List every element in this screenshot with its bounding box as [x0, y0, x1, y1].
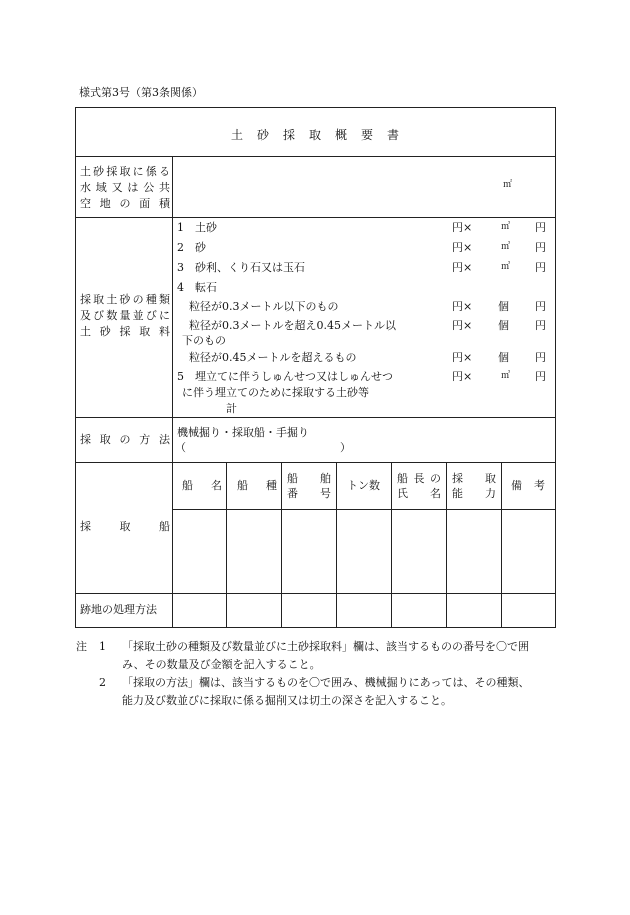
type-item-3: 3 砂利、くり石又は玉石	[177, 261, 305, 274]
type-item-4b-cont: 下のもの	[182, 334, 226, 347]
method-paren-open: （	[175, 441, 186, 454]
type-item-4b-unit: 個	[498, 319, 509, 332]
type-item-4b: 粒径が0.3メートルを超え0.45メートル以	[189, 319, 396, 332]
ship-header-name: 船名	[182, 479, 222, 492]
type-item-4c-yen: 円×	[452, 351, 473, 364]
ship-header-capacity: 採取 能力	[452, 472, 496, 500]
col-divider	[391, 462, 392, 628]
method-label: 採取の方法	[80, 433, 170, 446]
type-item-1-yen2: 円	[535, 221, 546, 234]
col-divider	[446, 462, 447, 628]
type-item-4b-yen2: 円	[535, 319, 546, 332]
type-item-1-unit: ㎥	[501, 222, 511, 232]
type-item-5-yen: 円×	[452, 370, 473, 383]
row-divider	[75, 156, 556, 157]
type-item-4a: 粒径が0.3メートル以下のもの	[189, 300, 339, 313]
row-divider	[172, 509, 556, 510]
type-item-3-yen: 円×	[452, 261, 473, 274]
ship-header-type: 船種	[237, 479, 277, 492]
form-number: 様式第3号（第3条関係）	[79, 86, 203, 99]
types-label: 採取土砂の種類 及び数量並びに 土砂採取料	[80, 293, 170, 338]
row-divider	[75, 593, 556, 594]
type-item-4: 4 転石	[177, 281, 217, 294]
ship-header-remarks: 備考	[511, 479, 545, 492]
types-total: 計	[226, 402, 237, 415]
note-1-cont: み、その数量及び金額を記入すること。	[122, 658, 321, 671]
row-divider	[75, 462, 556, 463]
type-item-1: 1 土砂	[177, 221, 217, 234]
col-divider	[336, 462, 337, 628]
type-item-1-yen: 円×	[452, 221, 473, 234]
document-title: 土砂採取概要書	[230, 128, 413, 142]
ship-header-number: 船舶 番号	[287, 472, 331, 500]
type-item-5-unit: ㎥	[501, 371, 511, 381]
col-divider	[226, 462, 227, 628]
col-divider	[501, 462, 502, 628]
type-item-4a-yen: 円×	[452, 300, 473, 313]
type-item-5: 5 埋立てに伴うしゅんせつ又はしゅんせつ	[177, 370, 393, 383]
note-2-cont: 能力及び数並びに採取に係る掘削又は切土の深さを記入すること。	[122, 694, 452, 707]
type-item-2-yen2: 円	[535, 241, 546, 254]
type-item-4c-yen2: 円	[535, 351, 546, 364]
type-item-2-yen: 円×	[452, 241, 473, 254]
type-item-3-unit: ㎥	[501, 262, 511, 272]
ship-header-tonnage: トン数	[347, 479, 380, 492]
method-paren-close: ）	[340, 441, 351, 454]
type-item-4c-unit: 個	[498, 351, 509, 364]
type-item-3-yen2: 円	[535, 261, 546, 274]
notes	[76, 638, 556, 710]
row-divider	[75, 217, 556, 218]
type-item-4c: 粒径が0.45メートルを超えるもの	[189, 351, 357, 364]
method-options: 機械掘り・採取船・手掘り	[177, 426, 309, 439]
type-item-2-unit: ㎥	[501, 242, 511, 252]
col-divider	[172, 156, 173, 628]
ship-header-captain: 船長の 氏名	[397, 472, 441, 500]
note-2: 2 「採取の方法」欄は、該当するものを〇で囲み、機械掘りにあっては、その種類、	[99, 676, 530, 689]
type-item-2: 2 砂	[177, 241, 206, 254]
ship-label: 採取船	[80, 520, 170, 533]
type-item-4a-unit: 個	[498, 300, 509, 313]
row-divider	[75, 417, 556, 418]
area-unit: ㎡	[503, 180, 513, 190]
col-divider	[281, 462, 282, 628]
site-label: 跡地の処理方法	[80, 603, 157, 616]
note-1: 注 1 「採取土砂の種類及び数量並びに土砂採取料」欄は、該当するものの番号を〇で囲	[76, 640, 529, 653]
area-label: 土砂採取に係る 水域又は公共 空地の面積	[80, 165, 170, 210]
type-item-4a-yen2: 円	[535, 300, 546, 313]
type-item-5-yen2: 円	[535, 370, 546, 383]
type-item-4b-yen: 円×	[452, 319, 473, 332]
type-item-5-cont: に伴う埋立てのために採取する土砂等	[182, 386, 369, 399]
